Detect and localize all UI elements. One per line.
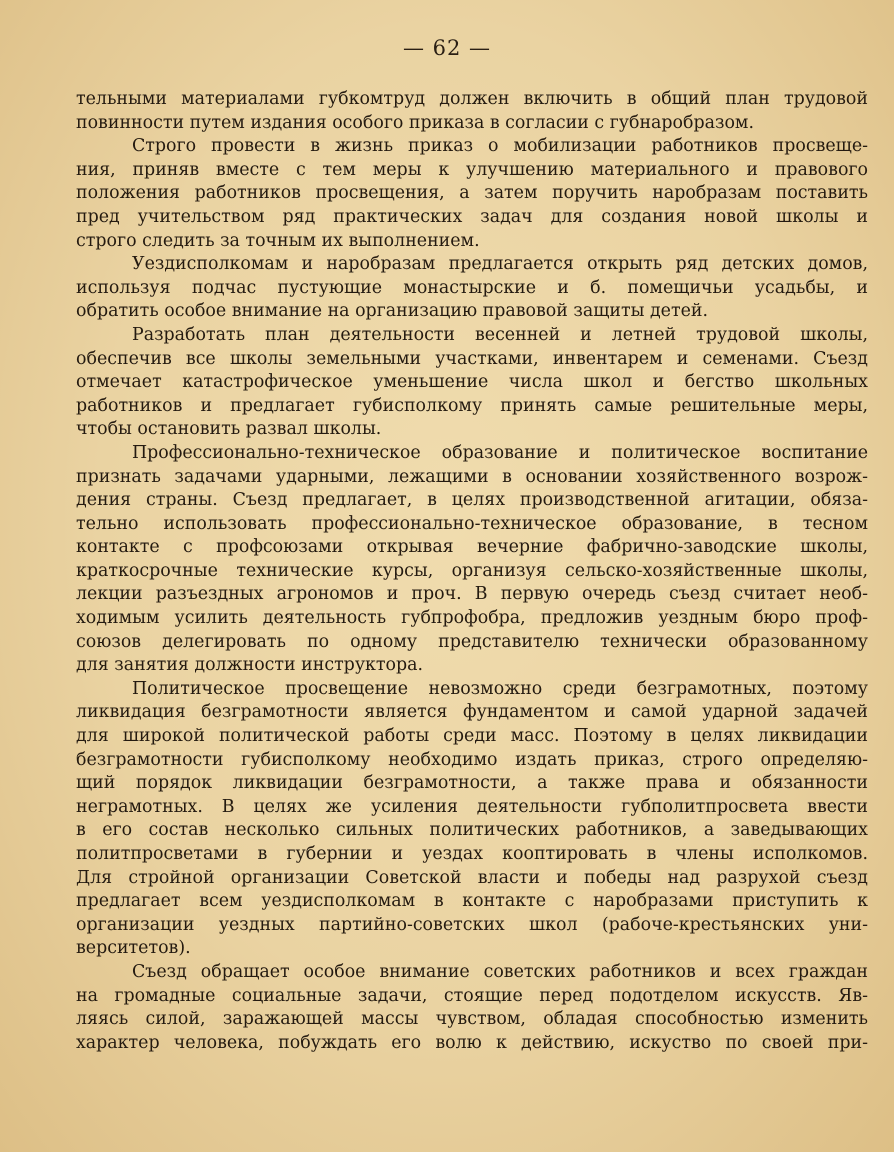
text-line: ляясь силой, заражающей массы чувством, обладая способностью изменить [76, 1009, 868, 1030]
page-number: — 62 — [402, 36, 492, 60]
text-line: ликвидация безграмотности является фундаментом и самой ударной задачей [76, 702, 868, 723]
text-line: Съезд обращает особое внимание советских работников и всех граждан [132, 961, 868, 982]
text-line: политпросветами в губернии и уездах кооптировать в члены исполкомов. [76, 844, 868, 864]
text-line: для занятия должности инструктора. [76, 655, 424, 676]
paragraph [76, 253, 868, 324]
text-line: предлагает всем уездисполкомам в контакте с наробразами приступить к [76, 891, 868, 912]
text-line: работников и предлагает губисполкому принять самые решительные меры, [76, 395, 868, 416]
text-line: на громадные социальные задачи, стоящие перед подотделом искусств. Яв- [76, 985, 868, 1006]
text-line: ния, приняв вместе с тем меры к улучшению материального и правового [76, 159, 868, 180]
text-line: краткосрочные технические курсы, организуя сельско-хозяйственные школы, [76, 560, 868, 581]
text-line: Профессионально-техническое образование и политическое воспитание [132, 442, 868, 463]
text-line: характер человека, побуждать его волю к действию, искуство по своей при- [76, 1032, 868, 1053]
text-line: организации уездных партийно-советских школ (рабоче-крестьянских уни- [76, 914, 868, 935]
text-line: тельными материалами губкомтруд должен включить в общий план трудовой [76, 89, 868, 109]
text-line: Политическое просвещение невозможно среди безграмотных, поэтому [132, 678, 868, 699]
text-line: контакте с профсоюзами открывая вечерние фабрично-заводские школы, [76, 537, 868, 558]
text-line: неграмотных. В целях же усиления деятельности губполитпросвета ввести [76, 796, 868, 817]
text-line: Для стройной организации Советской власти и победы над разрухой съезд [76, 867, 868, 888]
paragraph [76, 678, 868, 961]
body-text [76, 88, 868, 1055]
text-line: Разработать план деятельности весенней и летней трудовой школы, [132, 324, 868, 345]
text-line: лекции разъездных агрономов и проч. В первую очередь съезд считает необ- [76, 584, 868, 605]
text-line: безграмотности губисполкому необходимо издать приказ, строго определяю- [76, 749, 868, 770]
text-line: положения работников просвещения, а затем поручить наробразам поставить [76, 183, 868, 204]
text-line: повинности путем издания особого приказа в согласии с губнаробразом. [76, 112, 754, 133]
text-line: обеспечив все школы земельными участками, инвентарем и семенами. Съезд [76, 348, 868, 369]
text-line: тельно использовать профессионально-техническое образование, в тесном [76, 513, 868, 534]
paragraph [76, 88, 868, 135]
text-line: используя подчас пустующие монастырские и б. помещичьи усадьбы, и [76, 277, 868, 298]
paragraph [76, 442, 868, 678]
text-line: обратить особое внимание на организацию правовой защиты детей. [76, 301, 708, 322]
text-line: дения страны. Съезд предлагает, в целях производственной агитации, обяза- [76, 490, 868, 511]
text-line: Строго провести в жизнь приказ о мобилизации работников просвеще- [132, 136, 868, 157]
text-line: ходимым усилить деятельность губпрофобра, предложив уездным бюро проф- [76, 608, 868, 629]
text-line: верситетов). [76, 938, 191, 959]
paragraph [76, 961, 868, 1055]
text-line: для широкой политической работы среди масс. Поэтому в целях ликвидации [76, 726, 868, 747]
text-line: отмечает катастрофическое уменьшение числа школ и бегство школьных [76, 372, 868, 393]
text-line: признать задачами ударными, лежащими в основании хозяйственного возрож- [76, 466, 868, 487]
text-line: пред учительством ряд практических задач для создания новой школы и [76, 206, 868, 227]
text-line: в его состав несколько сильных политических работников, а заведывающих [76, 820, 868, 841]
paragraph [76, 135, 868, 253]
text-line: строго следить за точным их выполнением. [76, 230, 480, 251]
text-line: чтобы остановить развал школы. [76, 419, 382, 440]
text-line: союзов делегировать по одному представителю технически образованному [76, 631, 868, 652]
text-line: Уездисполкомам и наробразам предлагается открыть ряд детских домов, [132, 254, 868, 275]
paragraph [76, 324, 868, 442]
text-line: щий порядок ликвидации безграмотности, а также права и обязанности [76, 773, 868, 794]
